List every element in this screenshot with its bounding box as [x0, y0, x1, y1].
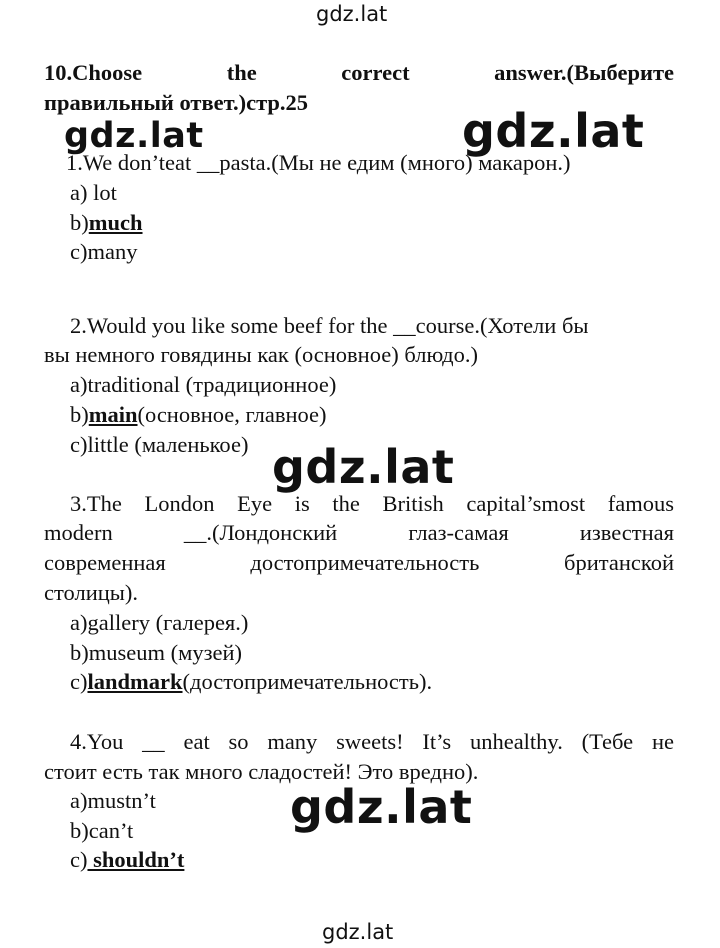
- watermark-overlay: gdz.lat: [462, 104, 645, 158]
- exercise-subtitle: правильный ответ.)стр.25: [44, 90, 309, 115]
- watermark-overlay: gdz.lat: [272, 440, 455, 494]
- exercise-title: 10.Choose the correct answer.(Выберите: [44, 60, 674, 85]
- question-2-text: 2.Would you like some beef for the __course.(Хотели бы: [70, 313, 589, 338]
- option-4b: b)can’t: [70, 818, 134, 843]
- question-4-text-cont: стоит есть так много сладостей! Это вредно).: [44, 759, 479, 784]
- watermark-overlay: gdz.lat: [64, 116, 204, 156]
- option-2c: c)little (маленькое): [70, 432, 249, 457]
- question-1-text: 1.We don’teat __pasta.(Мы не едим (много) макарон.): [66, 150, 571, 175]
- question-2-text-cont: вы немного говядины как (основное) блюдо.): [44, 342, 478, 367]
- watermark-overlay: gdz.lat: [290, 780, 473, 834]
- correct-answer: landmark: [87, 669, 183, 694]
- option-4c: c) shouldn’t: [70, 847, 185, 872]
- correct-answer: much: [88, 210, 143, 235]
- option-1b: b)much: [70, 210, 143, 235]
- question-3-text-cont: современная достопримечательность британской: [44, 550, 674, 575]
- option-4a: a)mustn’t: [70, 788, 156, 813]
- watermark-top: gdz.lat: [316, 2, 388, 26]
- question-3-text-cont: столицы).: [44, 580, 139, 605]
- option-1a: a) lot: [70, 180, 117, 205]
- option-2b: b)main(основное, главное): [70, 402, 327, 427]
- question-4-text: 4.You __ eat so many sweets! It’s unhealthy. (Тебе не: [70, 729, 674, 754]
- watermark-bottom: gdz.lat: [322, 920, 394, 944]
- option-2a: a)traditional (традиционное): [70, 372, 337, 397]
- option-1c: c)many: [70, 239, 138, 264]
- option-3a: a)gallery (галерея.): [70, 610, 249, 635]
- correct-answer: main: [88, 402, 138, 427]
- option-3c: c)landmark(достопримечательность).: [70, 669, 433, 694]
- question-3-text-cont: modern __.(Лондонский глаз-самая известная: [44, 520, 674, 545]
- option-3b: b)museum (музей): [70, 640, 243, 665]
- question-3-text: 3.The London Eye is the British capital’smost famous: [70, 491, 674, 516]
- correct-answer: shouldn’t: [87, 847, 185, 872]
